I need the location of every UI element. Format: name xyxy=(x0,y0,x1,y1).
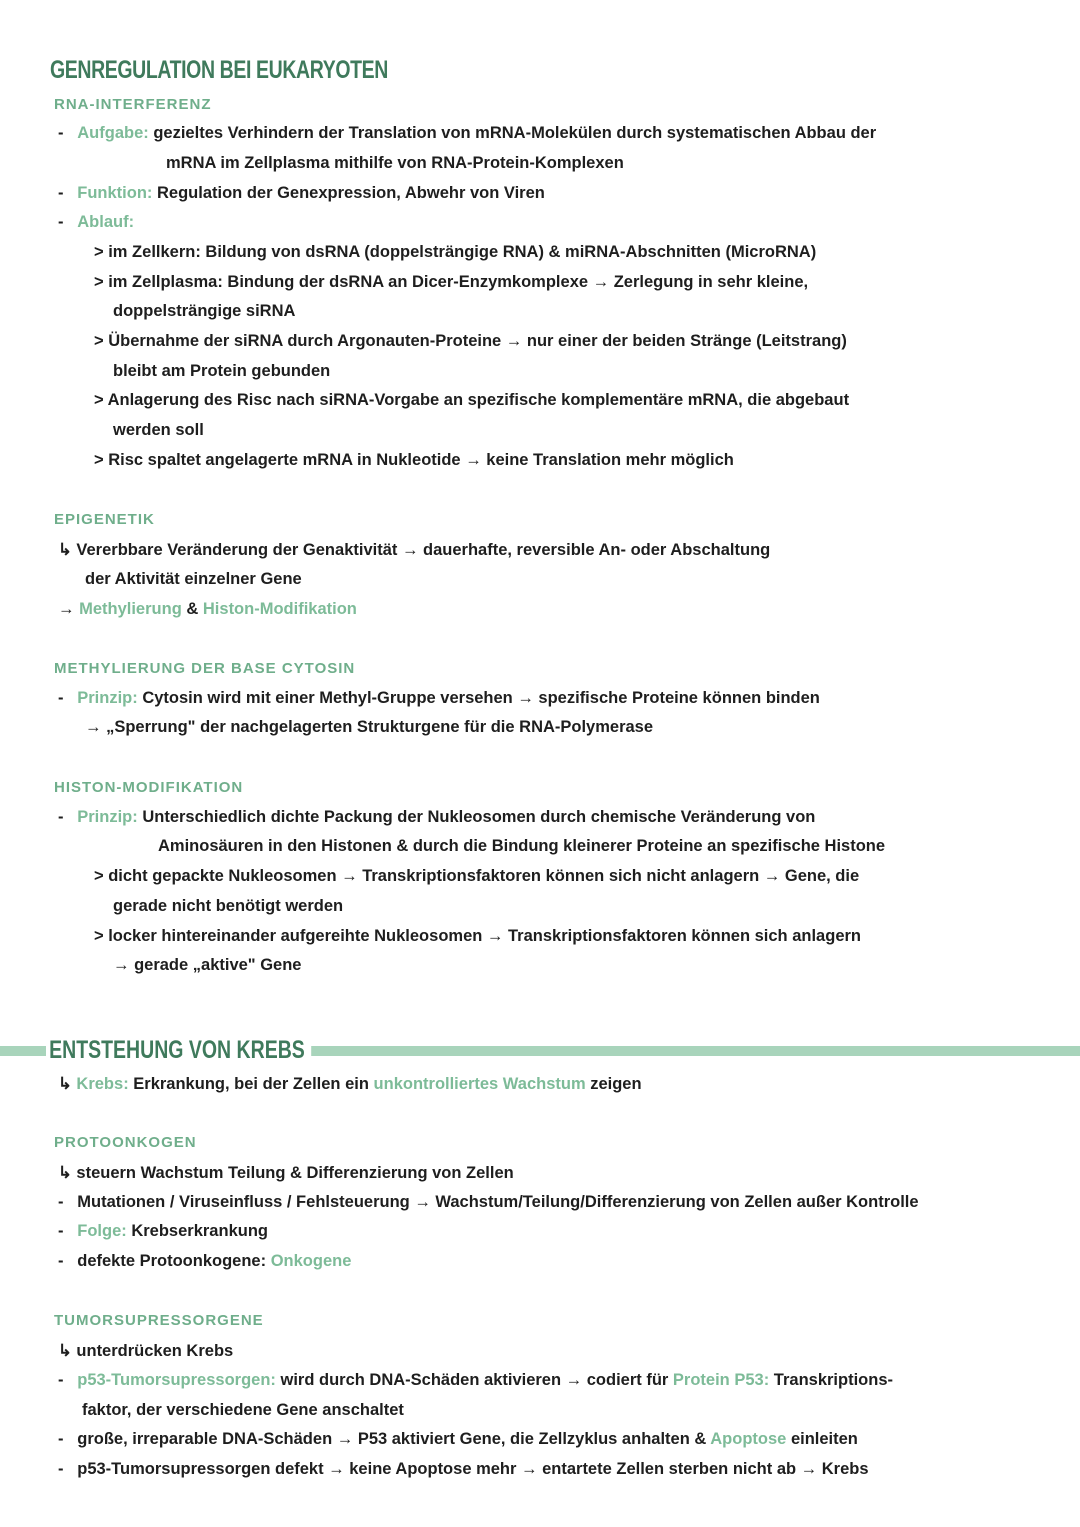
proto-line-4: - defekte Protoonkogene: Onkogene xyxy=(58,1252,352,1270)
tumor-line-4: - große, irreparable DNA-Schäden → P53 aktiviert Gene, die Zellzyklus anhalten & Apoptose einleiten xyxy=(58,1430,858,1448)
histon-line-4: gerade nicht benötigt werden xyxy=(113,897,344,915)
p53-label: p53-Tumorsupressorgen: xyxy=(77,1371,276,1389)
krebs-label: Krebs: xyxy=(76,1075,129,1093)
prinzip-label: Prinzip: xyxy=(77,808,138,826)
funktion-label: Funktion: xyxy=(77,184,153,202)
defekt-text: defekte Protoonkogene: xyxy=(77,1252,267,1270)
folge-label: Folge: xyxy=(77,1222,127,1240)
krebs-green-term: unkontrolliertes Wachstum xyxy=(373,1075,586,1093)
ampersand: & xyxy=(186,600,199,618)
tumor-line-1: ↳ unterdrücken Krebs xyxy=(58,1342,234,1360)
p53-text-2: Transkriptions- xyxy=(773,1371,893,1389)
histon-line-6: → gerade „aktive" Gene xyxy=(113,956,302,974)
heading-rna-interferenz: RNA-INTERFERENZ xyxy=(54,96,212,113)
proto-line-1: ↳ steuern Wachstum Teilung & Differenzierung von Zellen xyxy=(58,1164,514,1182)
proto-line-2: - Mutationen / Viruseinfluss / Fehlsteuerung → Wachstum/Teilung/Differenzierung von Zellen außer Kontrolle xyxy=(58,1193,919,1211)
proto-line-3: - Folge: Krebserkrankung xyxy=(58,1222,268,1240)
tumor-line-2: - p53-Tumorsupressorgen: wird durch DNA-Schäden aktivieren → codiert für Protein P53: Transkriptions- xyxy=(58,1371,893,1389)
prinzip-label: Prinzip: xyxy=(77,689,138,707)
heading-tumorsupressorgene: TUMORSUPRESSORGENE xyxy=(54,1312,264,1329)
histon-term: Histon-Modifikation xyxy=(202,600,357,618)
ablauf-step-3a: > Übernahme der siRNA durch Argonauten-Proteine → nur einer der beiden Stränge (Leitstrang) xyxy=(94,332,847,350)
ablauf-step-2b: doppelsträngige siRNA xyxy=(113,302,296,320)
ablauf-line: - Ablauf: xyxy=(58,213,135,231)
tumor-text-5: p53-Tumorsupressorgen defekt → keine Apoptose mehr → entartete Zellen sterben nicht ab → Krebs xyxy=(77,1460,869,1478)
apoptose-term: Apoptose xyxy=(710,1430,787,1448)
epigenetik-line-2: der Aktivität einzelner Gene xyxy=(85,570,302,588)
histon-line-5: > locker hintereinander aufgereihte Nukleosomen → Transkriptionsfaktoren können sich anlagern xyxy=(94,927,861,945)
methylierung-line-1: - Prinzip: Cytosin wird mit einer Methyl-Gruppe versehen → spezifische Proteine können binden xyxy=(58,689,820,707)
funktion-text: Regulation der Genexpression, Abwehr von Viren xyxy=(157,184,545,202)
section-title-krebs: ENTSTEHUNG VON KREBS xyxy=(46,1036,311,1065)
heading-methylierung: METHYLIERUNG DER BASE CYTOSIN xyxy=(54,660,356,677)
krebs-text-2: zeigen xyxy=(590,1075,642,1093)
tumor-line-5: - p53-Tumorsupressorgen defekt → keine Apoptose mehr → entartete Zellen sterben nicht ab → Krebs xyxy=(58,1460,869,1478)
page-title: GENREGULATION BEI EUKARYOTEN xyxy=(50,56,388,84)
arrow-glyph: → xyxy=(58,600,75,618)
ablauf-step-3b: bleibt am Protein gebunden xyxy=(113,362,331,380)
ablauf-step-2a: > im Zellplasma: Bindung der dsRNA an Dicer-Enzymkomplexe → Zerlegung in sehr kleine, xyxy=(94,273,809,291)
methylierung-line-2: → „Sperrung" der nachgelagerten Strukturgene für die RNA-Polymerase xyxy=(85,718,654,736)
onkogene-term: Onkogene xyxy=(270,1252,352,1270)
ablauf-step-5: > Risc spaltet angelagerte mRNA in Nukleotide → keine Translation mehr möglich xyxy=(94,451,734,469)
epigenetik-line-1: ↳ Vererbbare Veränderung der Genaktivität → dauerhafte, reversible An- oder Abschaltung xyxy=(58,541,771,559)
histon-line-3: > dicht gepackte Nukleosomen → Transkriptionsfaktoren können sich nicht anlagern → Gene, die xyxy=(94,867,860,885)
proto-text-2: Mutationen / Viruseinfluss / Fehlsteuerung → Wachstum/Teilung/Differenzierung von Zellen außer Kontrolle xyxy=(77,1193,919,1211)
funktion-line: - Funktion: Regulation der Genexpression, Abwehr von Viren xyxy=(58,184,545,202)
ablauf-step-1: > im Zellkern: Bildung von dsRNA (doppelsträngige RNA) & miRNA-Abschnitten (MicroRNA) xyxy=(94,243,817,261)
tumor-text-4b: einleiten xyxy=(790,1430,858,1448)
methylierung-text-1: Cytosin wird mit einer Methyl-Gruppe versehen → spezifische Proteine können binden xyxy=(142,689,820,707)
heading-protoonkogen: PROTOONKOGEN xyxy=(54,1134,197,1151)
methylierung-term: Methylierung xyxy=(79,600,182,618)
heading-epigenetik: EPIGENETIK xyxy=(54,511,155,528)
ablauf-step-4a: > Anlagerung des Risc nach siRNA-Vorgabe an spezifische komplementäre mRNA, die abgebaut xyxy=(94,391,850,409)
heading-histon: HISTON-MODIFIKATION xyxy=(54,779,244,796)
ablauf-label: Ablauf: xyxy=(77,213,135,231)
aufgabe-line-2: mRNA im Zellplasma mithilfe von RNA-Protein-Komplexen xyxy=(166,154,624,172)
histon-text-1: Unterschiedlich dichte Packung der Nukleosomen durch chemische Veränderung von xyxy=(142,808,816,826)
ablauf-step-4b: werden soll xyxy=(113,421,204,439)
folge-text: Krebserkrankung xyxy=(131,1222,268,1240)
epigenetik-line-3 xyxy=(58,600,357,619)
histon-line-2: Aminosäuren in den Histonen & durch die Bindung kleinerer Proteine an spezifische Histone xyxy=(158,837,886,855)
p53-text: wird durch DNA-Schäden aktivieren → codiert für xyxy=(280,1371,669,1389)
krebs-text-1: Erkrankung, bei der Zellen ein xyxy=(133,1075,369,1093)
histon-line-1: - Prinzip: Unterschiedlich dichte Packung der Nukleosomen durch chemische Veränderung von xyxy=(58,808,816,826)
protein-p53-term: Protein P53: xyxy=(672,1371,770,1389)
aufgabe-label: Aufgabe: xyxy=(77,124,149,142)
tumor-text-4a: große, irreparable DNA-Schäden → P53 aktiviert Gene, die Zellzyklus anhalten & xyxy=(77,1430,707,1448)
aufgabe-text-1: gezieltes Verhindern der Translation von mRNA-Molekülen durch systematischen Abbau der xyxy=(153,124,877,142)
aufgabe-line-1: - Aufgabe: gezieltes Verhindern der Translation von mRNA-Molekülen durch systematischen Abbau der xyxy=(58,124,877,142)
tumor-line-3: faktor, der verschiedene Gene anschaltet xyxy=(82,1401,404,1419)
krebs-intro: ↳ Krebs: Erkrankung, bei der Zellen ein unkontrolliertes Wachstum zeigen xyxy=(58,1075,642,1093)
